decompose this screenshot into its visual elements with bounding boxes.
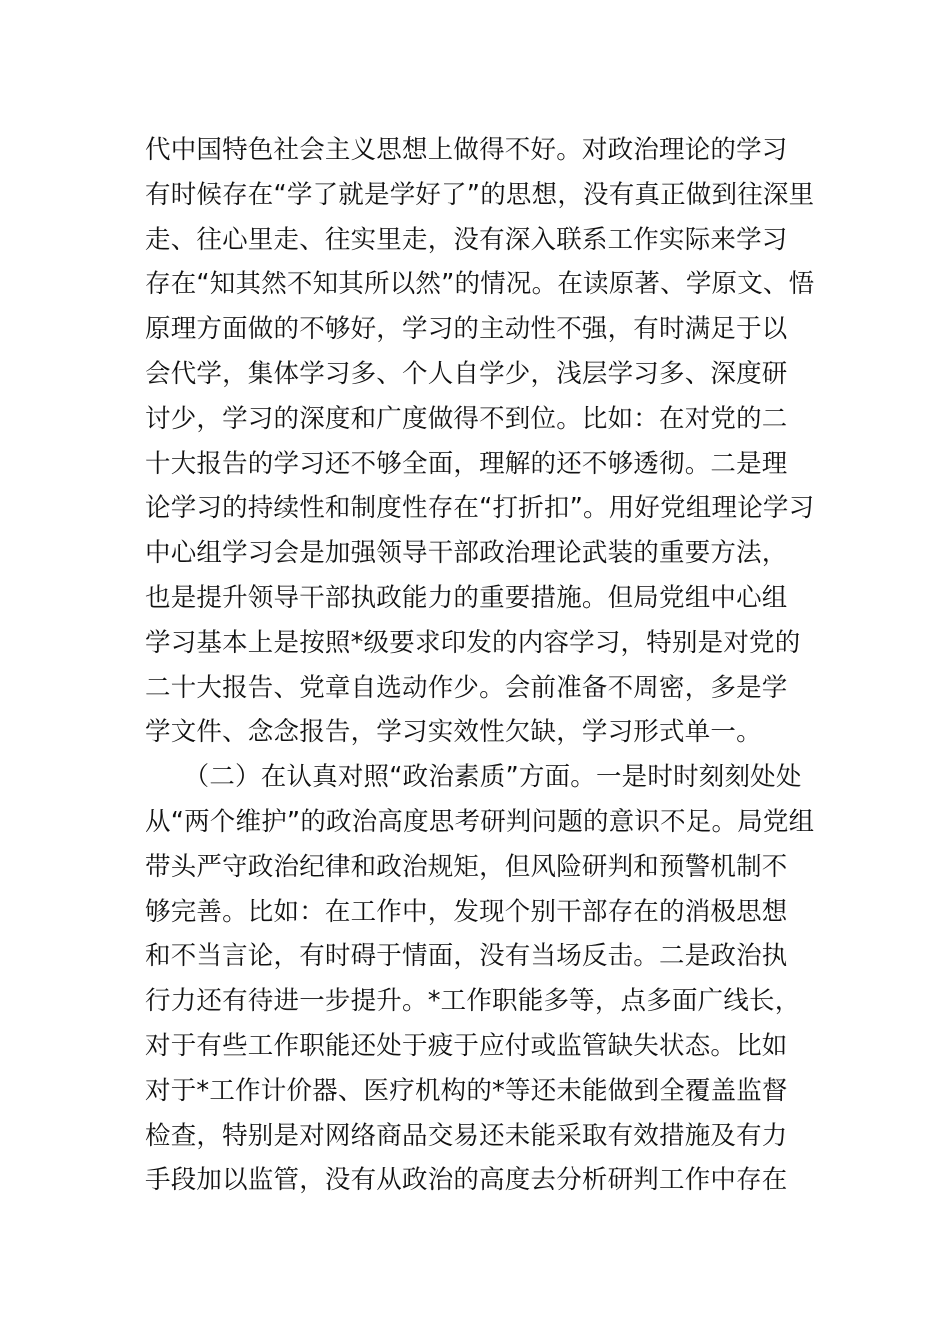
text-line: 行力还有待进一步提升。*工作职能多等，点多面广线长，: [145, 986, 801, 1017]
text-line: 走、往心里走、往实里走，没有深入联系工作实际来学习: [145, 224, 788, 255]
paragraph-heading-line: （二）在认真对照“政治素质”方面。一是时时刻刻处处: [145, 762, 802, 793]
text-line: 对于有些工作职能还处于疲于应付或监管缺失状态。比如: [145, 1030, 788, 1061]
text-line: 二十大报告、党章自选动作少。会前准备不周密，多是学: [145, 672, 788, 703]
text-line: 会代学，集体学习多、个人自学少，浅层学习多、深度研: [145, 358, 788, 389]
text-line: 从“两个维护”的政治高度思考研判问题的意识不足。局党组: [145, 806, 815, 837]
text-line: 也是提升领导干部执政能力的重要措施。但局党组中心组: [145, 582, 788, 613]
text-line: 论学习的持续性和制度性存在“打折扣”。用好党组理论学习: [145, 493, 815, 524]
text-line: 代中国特色社会主义思想上做得不好。对政治理论的学习: [145, 135, 788, 165]
text-line: 够完善。比如：在工作中，发现个别干部存在的消极思想: [145, 896, 788, 927]
text-line: 中心组学习会是加强领导干部政治理论武装的重要方法，: [145, 538, 788, 569]
text-line: 和不当言论，有时碍于情面，没有当场反击。二是政治执: [145, 941, 788, 972]
text-line: 讨少，学习的深度和广度做得不到位。比如：在对党的二: [145, 403, 788, 434]
text-line: 检查，特别是对网络商品交易还未能采取有效措施及有力: [145, 1120, 788, 1151]
text-line: 手段加以监管，没有从政治的高度去分析研判工作中存在: [145, 1165, 788, 1196]
text-line: 存在“知其然不知其所以然”的情况。在读原著、学原文、悟: [145, 269, 815, 300]
text-line: 学文件、念念报告，学习实效性欠缺，学习形式单一。: [145, 717, 762, 748]
text-line: 原理方面做的不够好，学习的主动性不强，有时满足于以: [145, 314, 788, 345]
text-line: 带头严守政治纪律和政治规矩，但风险研判和预警机制不: [145, 851, 788, 882]
text-line: 对于*工作计价器、医疗机构的*等还未能做到全覆盖监督: [145, 1075, 788, 1106]
text-line: 有时候存在“学了就是学好了”的思想，没有真正做到往深里: [145, 179, 815, 210]
text-line: 学习基本上是按照*级要求印发的内容学习，特别是对党的: [145, 627, 801, 658]
text-line: 十大报告的学习还不够全面，理解的还不够透彻。二是理: [145, 448, 788, 479]
body-text: [145, 128, 815, 1203]
